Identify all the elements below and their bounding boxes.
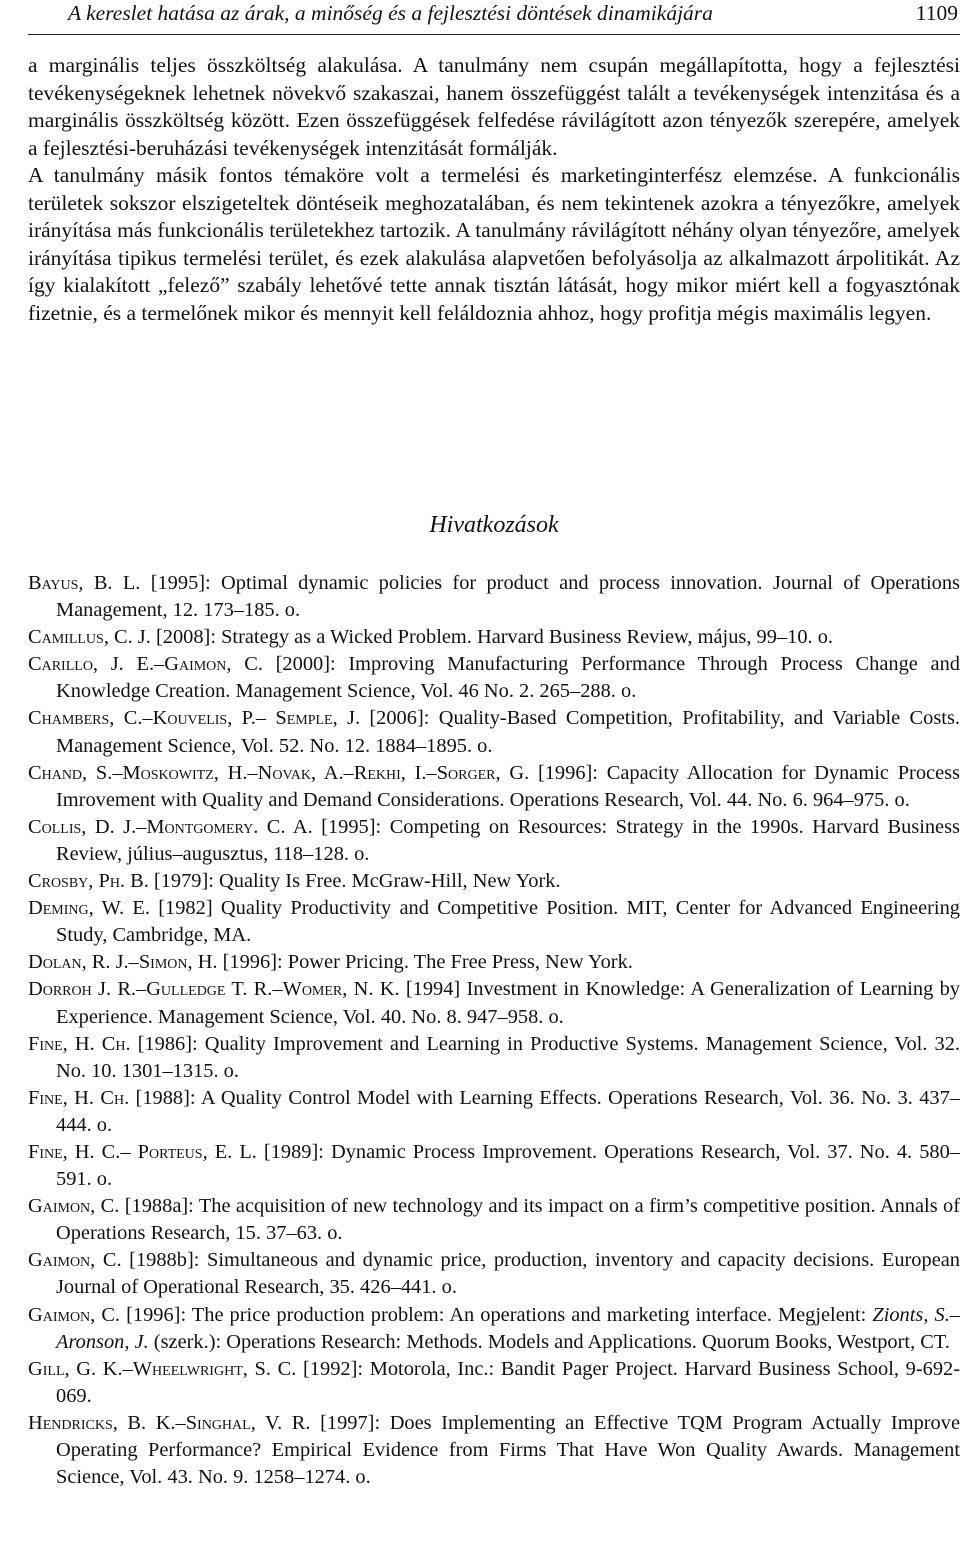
reference-entry: [28, 1302, 960, 1356]
reference-text: [1996]: Capacity Allocation for Dynamic Process Imrovement with Quality and Demand Considerations. Operations Research, Vol. 44. No. 6. 964–975. o.: [56, 761, 960, 811]
reference-authors: Chand, S.–Moskowitz, H.–Novak, A.–Rekhi, I.–Sorger, G.: [28, 761, 530, 784]
page-number: 1109: [915, 1, 958, 25]
reference-entry: [28, 1085, 960, 1139]
reference-authors: Gaimon, C.: [28, 1195, 120, 1218]
reference-entry: [28, 624, 960, 651]
reference-text: [1982] Quality Productivity and Competitive Position. MIT, Center for Advanced Engineering Study, Cambridge, MA.: [56, 897, 960, 947]
reference-text: [2006]: Quality-Based Competition, Profitability, and Variable Costs. Management Science, Vol. 52. No. 12. 1884–1895. o.: [56, 707, 960, 757]
reference-authors: Fine, H. C.– Porteus, E. L.: [28, 1140, 257, 1163]
reference-entry: [28, 1031, 960, 1085]
reference-authors: Collis, D. J.–Montgomery. C. A.: [28, 815, 313, 838]
reference-entry: [28, 570, 960, 624]
running-header: [28, 0, 960, 35]
reference-authors: Dorroh J. R.–Gulledge T. R.–Womer, N. K.: [28, 978, 400, 1001]
reference-text: [1989]: Dynamic Process Improvement. Operations Research, Vol. 37. No. 4. 580–591. o.: [56, 1140, 960, 1191]
reference-text: [1979]: Quality Is Free. McGraw-Hill, New York.: [148, 870, 561, 893]
reference-text: [2000]: Improving Manufacturing Performance Through Process Change and Knowledge Creation. Management Science, Vol. 46 No. 2. 265–288. o.: [56, 653, 960, 703]
reference-text: [1988]: A Quality Control Model with Learning Effects. Operations Research, Vol. 36. No. 3. 437–444. o.: [56, 1086, 960, 1136]
reference-authors: Chambers, C.–Kouvelis, P.– Semple, J.: [28, 707, 361, 730]
body-paragraph: A tanulmány másik fontos témaköre volt a termelési és marketinginterfész elemzése. A funkcionális területek sokszor elszigeteltek döntéseik meghozatalában, és nem tekintenek azokra a tényezőkre, amelyek irányítása más funkcionális területekhez tartozik. A tanulmány rávilágított néhány olyan tényezőre, amelyek irányítása tipikus termelési terület, és ezek alakulása alapvetően befolyásolja az alkalmazott árpolitikát. Az így kialakított „felező” szabály lehetővé tette annak tisztán látását, hogy mikor miért kell a fogyasztónak fizetnie, és a termelőnek mikor és mennyit kell feláldoznia ahhoz, hogy profitja mégis maximális legyen.: [28, 163, 960, 325]
reference-authors: Bayus, B. L.: [28, 572, 141, 594]
reference-authors: Deming, W. E.: [28, 897, 150, 920]
reference-text: [1994] Investment in Knowledge: A Generalization of Learning by Experience. Management Science, Vol. 40. No. 8. 947–958. o.: [56, 978, 960, 1028]
reference-entry: [28, 976, 960, 1030]
reference-text: [1992]: Motorola, Inc.: Bandit Pager Project. Harvard Business School, 9-692-069.: [56, 1357, 960, 1407]
reference-text: [1986]: Quality Improvement and Learning in Productive Systems. Management Science, Vol. 32. No. 10. 1301–1315. o.: [56, 1032, 960, 1082]
reference-entry: [28, 1139, 960, 1193]
references-heading: Hivatkozások: [429, 512, 559, 538]
reference-editors: Zionts, S.–Aronson, J.: [56, 1303, 960, 1353]
reference-text: [1995]: Competing on Resources: Strategy in the 1990s. Harvard Business Review, július–augusztus, 118–128. o.: [56, 815, 960, 865]
reference-authors: Gaimon, C.: [28, 1249, 122, 1272]
reference-entry: [28, 895, 960, 949]
reference-entry: [28, 949, 960, 976]
body-paragraph: a marginális teljes összköltség alakulása. A tanulmány nem csupán megállapította, hogy a fejlesztési tevékenységeknek lehetnek növekvő szakaszai, hanem összefüggést talált a tevékenységek intenzitása és a marginális összköltség között. Ezen összefüggések felfedése rávilágított azon tényezők szerepére, amelyek a fejlesztési-beruházási tevékenységek intenzitását formálják.: [28, 53, 960, 160]
reference-authors: Dolan, R. J.–Simon, H.: [28, 951, 218, 974]
reference-authors: Gill, G. K.–Wheelwright, S. C.: [28, 1357, 297, 1380]
reference-entry: [28, 1247, 960, 1301]
reference-authors: Fine, H. Ch.: [28, 1032, 131, 1055]
reference-text: [2008]: Strategy as a Wicked Problem. Harvard Business Review, május, 99–10. o.: [150, 626, 833, 649]
reference-entry: [28, 1410, 960, 1491]
reference-text: [1997]: Does Implementing an Effective TQM Program Actually Improve Operating Performance? Empirical Evidence from Firms That Have Won Quality Awards. Management Science, Vol. 43. No. 9. 1258–1274. o.: [56, 1411, 960, 1489]
reference-text: [1988a]: The acquisition of new technology and its impact on a firm’s competitive position. Annals of Operations Research, 15. 37–63. o.: [56, 1195, 960, 1245]
reference-authors: Camillus, C. J.: [28, 626, 151, 649]
reference-authors: Crosby, Ph. B.: [28, 870, 149, 893]
body-text: [28, 52, 960, 327]
reference-text-continued: (szerk.): Operations Research: Methods. Models and Applications. Quorum Books, Westport, CT.: [148, 1330, 950, 1353]
reference-authors: Carillo, J. E.–Gaimon, C.: [28, 653, 263, 676]
reference-authors: Gaimon, C.: [28, 1303, 121, 1326]
reference-entry: [28, 705, 960, 759]
reference-entry: [28, 651, 960, 705]
reference-text: [1996]: Power Pricing. The Free Press, New York.: [217, 951, 633, 974]
reference-list: [28, 570, 960, 1491]
reference-authors: Fine, H. Ch.: [28, 1086, 130, 1109]
reference-entry: [28, 814, 960, 868]
running-title: A kereslet hatása az árak, a minőség és a fejlesztési döntések dinamikájára: [68, 1, 713, 25]
reference-authors: Hendricks, B. K.–Singhal, V. R.: [28, 1411, 311, 1434]
reference-text: [1996]: The price production problem: An operations and marketing interface. Megjelent:: [120, 1303, 873, 1326]
reference-entry: [28, 760, 960, 814]
reference-entry: [28, 1193, 960, 1247]
reference-entry: [28, 868, 960, 895]
reference-text: [1988b]: Simultaneous and dynamic price, production, inventory and capacity decisions. European Journal of Operational Research, 35. 426–441. o.: [56, 1249, 960, 1299]
reference-text: [1995]: Optimal dynamic policies for product and process innovation. Journal of Operations Management, 12. 173–185. o.: [56, 572, 960, 622]
reference-entry: [28, 1356, 960, 1410]
